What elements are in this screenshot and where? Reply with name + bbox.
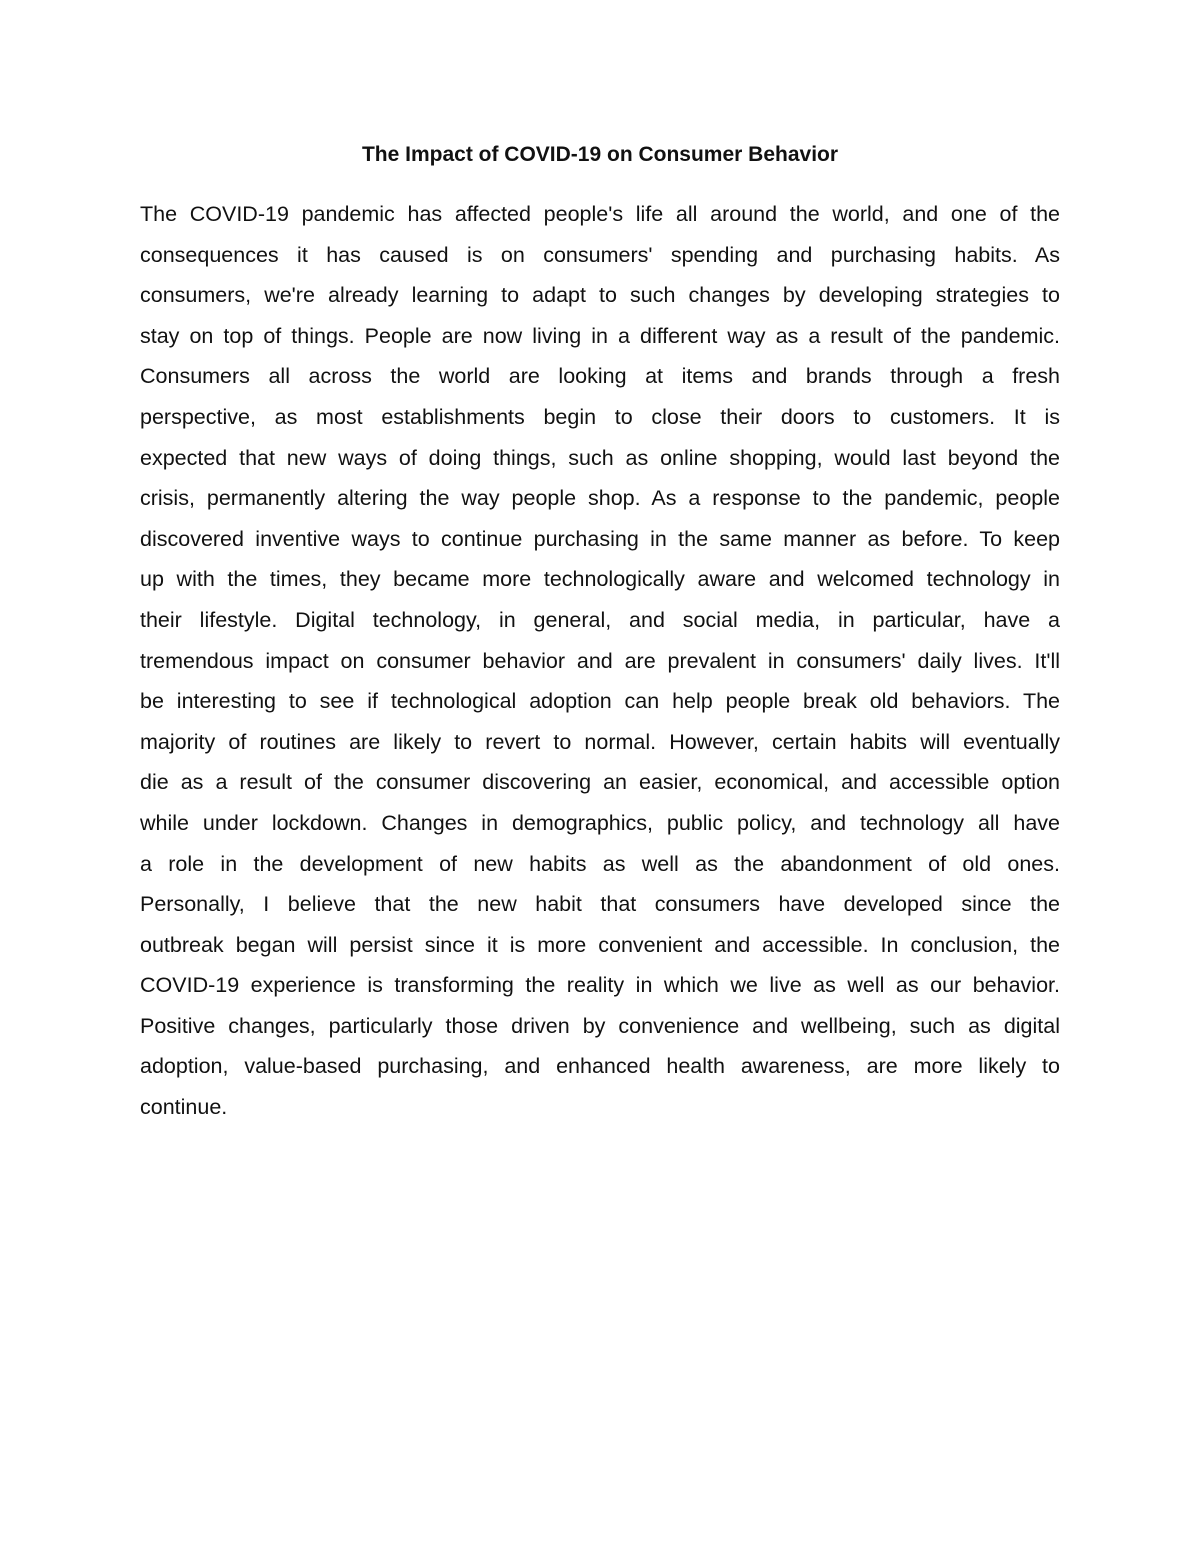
body-line: majority of routines are likely to revert to normal. However, certain habits will eventually: [140, 729, 1060, 754]
body-line: Personally, I believe that the new habit that consumers have developed since the: [140, 892, 1060, 917]
body-line: Consumers all across the world are looking at items and brands through a fresh: [140, 364, 1060, 389]
body-line: perspective, as most establishments begin to close their doors to customers. It is: [140, 404, 1060, 429]
body-line: crisis, permanently altering the way people shop. As a response to the pandemic, people: [140, 486, 1060, 511]
body-line: consequences it has caused is on consumers' spending and purchasing habits. As: [140, 242, 1060, 267]
body-line: die as a result of the consumer discovering an easier, economical, and accessible option: [140, 770, 1060, 795]
body-line: their lifestyle. Digital technology, in general, and social media, in particular, have a: [140, 607, 1060, 632]
body-line: tremendous impact on consumer behavior and are prevalent in consumers' daily lives. It'll: [140, 648, 1060, 673]
body-line: The COVID-19 pandemic has affected people's life all around the world, and one of the: [140, 202, 1060, 226]
document-body: [140, 194, 1060, 1128]
body-line: discovered inventive ways to continue purchasing in the same manner as before. To keep: [140, 526, 1060, 551]
body-line: continue.: [140, 1095, 228, 1120]
body-line: while under lockdown. Changes in demographics, public policy, and technology all have: [140, 810, 1060, 835]
body-line: adoption, value-based purchasing, and enhanced health awareness, are more likely to: [140, 1054, 1060, 1079]
body-line: up with the times, they became more technologically aware and welcomed technology in: [140, 567, 1060, 592]
body-line: outbreak began will persist since it is more convenient and accessible. In conclusion, the: [140, 932, 1060, 957]
body-line: Positive changes, particularly those driven by convenience and wellbeing, such as digital: [140, 1013, 1060, 1038]
body-line: expected that new ways of doing things, such as online shopping, would last beyond the: [140, 445, 1060, 470]
body-line: consumers, we're already learning to adapt to such changes by developing strategies to: [140, 283, 1060, 308]
document-title: The Impact of COVID-19 on Consumer Behavior: [361, 143, 839, 166]
body-line: COVID-19 experience is transforming the reality in which we live as well as our behavior.: [140, 973, 1060, 998]
body-line: be interesting to see if technological adoption can help people break old behaviors. The: [140, 689, 1060, 714]
body-line: stay on top of things. People are now living in a different way as a result of the pandemic.: [140, 323, 1060, 348]
body-line: a role in the development of new habits as well as the abandonment of old ones.: [140, 851, 1060, 876]
